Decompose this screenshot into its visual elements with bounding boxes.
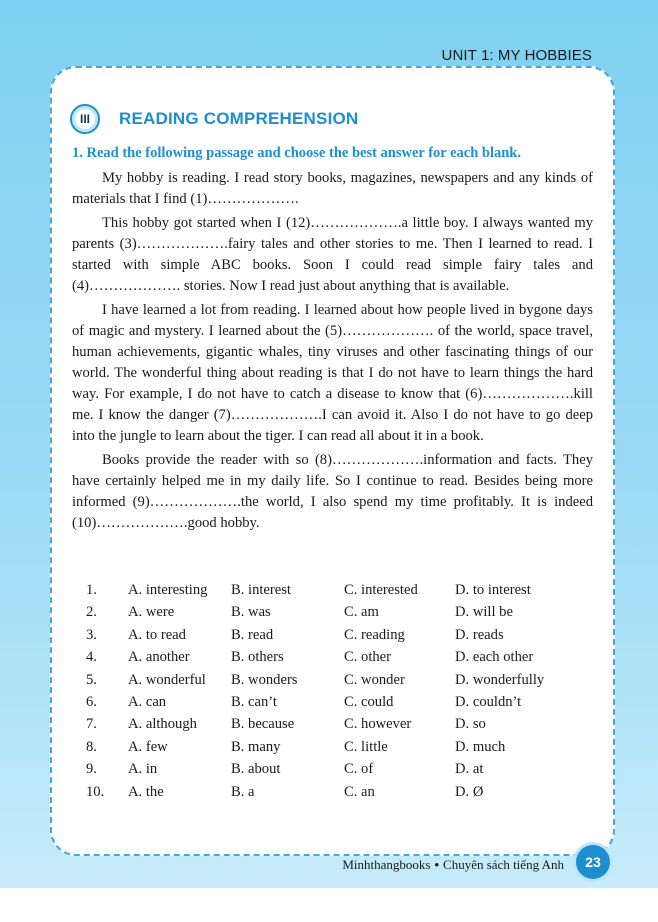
passage-paragraph: My hobby is reading. I read story books, magazines, newspapers and any kinds of materials that I find (1)………………. bbox=[72, 170, 593, 207]
question-number: 3. bbox=[86, 626, 97, 643]
unit-title: UNIT 1: MY HOBBIES bbox=[441, 47, 592, 64]
answer-row bbox=[86, 761, 575, 783]
answer-row bbox=[86, 739, 575, 761]
option-b: B. wonders bbox=[231, 671, 298, 688]
question-number: 8. bbox=[86, 738, 97, 755]
answer-row bbox=[86, 716, 575, 738]
question-number: 6. bbox=[86, 693, 97, 710]
option-d: D. much bbox=[455, 738, 506, 755]
footer-separator: • bbox=[434, 857, 440, 872]
option-c: C. little bbox=[344, 738, 388, 755]
option-d: D. Ø bbox=[455, 783, 484, 800]
option-c: C. reading bbox=[344, 626, 405, 643]
answer-row bbox=[86, 784, 575, 806]
option-d: D. at bbox=[455, 761, 484, 778]
option-a: A. wonderful bbox=[128, 671, 206, 688]
option-c: C. am bbox=[344, 604, 379, 621]
option-d: D. to interest bbox=[455, 582, 531, 598]
passage-paragraph: Books provide the reader with so (8)……………….information and facts. They have certainly helped me in my daily life. So I continue to read. Besides being more informed (9)……………….the world, I also spend my time profitably. It is indeed (10)……………….good hobby. bbox=[72, 452, 593, 531]
option-b: B. read bbox=[231, 626, 274, 643]
option-a: A. although bbox=[128, 716, 197, 733]
option-a: A. in bbox=[128, 761, 158, 778]
publisher-name: Minhthangbooks bbox=[342, 857, 431, 872]
option-d: D. reads bbox=[455, 626, 504, 643]
option-a: A. can bbox=[128, 693, 167, 710]
answer-row bbox=[86, 582, 575, 604]
answer-row bbox=[86, 604, 575, 626]
answer-options-table bbox=[86, 582, 575, 806]
reading-passage bbox=[72, 168, 593, 537]
answer-row bbox=[86, 649, 575, 671]
option-a: A. few bbox=[128, 738, 168, 755]
option-c: C. interested bbox=[344, 582, 418, 598]
question-number: 4. bbox=[86, 649, 97, 666]
option-b: B. can’t bbox=[231, 693, 277, 710]
option-a: A. another bbox=[128, 649, 190, 666]
question-number: 9. bbox=[86, 761, 97, 778]
question-number: 2. bbox=[86, 604, 97, 621]
question-number: 7. bbox=[86, 716, 97, 733]
exercise-instruction: 1. Read the following passage and choose the best answer for each blank. bbox=[72, 145, 521, 161]
question-number: 5. bbox=[86, 671, 97, 688]
option-c: C. however bbox=[344, 716, 412, 733]
passage-paragraph: I have learned a lot from reading. I learned about how people lived in bygone days of magic and mystery. I learned about the (5)………………. of the world, space travel, human achievements, gigantic whales, tiny viruses and other fascinating things of our world. The wonderful thing about reading is that I do not have to learn things the hard way. For example, I do not have to catch a disease to know that (6)……………….kill me. I know the danger (7)……………….I can avoid it. Also I do not have to go deep into the jungle to learn about the tiger. I can read all about it in a book. bbox=[72, 302, 593, 444]
option-d: D. wonderfully bbox=[455, 671, 545, 688]
option-b: B. about bbox=[231, 761, 281, 778]
passage-paragraph: This hobby got started when I (12)……………….a little boy. I always wanted my parents (3)……………….fairy tales and other stories to me. Then I learned to read. I started with simple ABC books. Soon I could read simple fairy tales and (4)………………. stories. Now I read just about anything that is available. bbox=[72, 215, 593, 294]
option-a: A. interesting bbox=[128, 582, 208, 598]
series-name: Chuyên sách tiếng Anh bbox=[443, 857, 564, 872]
answer-row bbox=[86, 694, 575, 716]
option-a: A. to read bbox=[128, 626, 186, 643]
option-b: B. interest bbox=[231, 582, 291, 598]
answer-row bbox=[86, 672, 575, 694]
option-a: A. were bbox=[128, 604, 175, 621]
option-b: B. others bbox=[231, 649, 284, 666]
option-c: C. of bbox=[344, 761, 374, 778]
option-b: B. was bbox=[231, 604, 271, 621]
option-d: D. will be bbox=[455, 604, 513, 621]
section-number-badge bbox=[70, 104, 100, 134]
section-number: III bbox=[79, 112, 90, 126]
question-number: 10. bbox=[86, 783, 105, 800]
section-header bbox=[70, 104, 358, 134]
option-b: B. a bbox=[231, 783, 255, 800]
footer-credit bbox=[342, 857, 564, 873]
option-d: D. couldn’t bbox=[455, 693, 522, 710]
section-title: READING COMPREHENSION bbox=[119, 109, 359, 128]
option-d: D. so bbox=[455, 716, 486, 733]
option-b: B. many bbox=[231, 738, 281, 755]
page-number-badge: 23 bbox=[573, 842, 613, 882]
question-number: 1. bbox=[86, 582, 97, 598]
option-c: C. wonder bbox=[344, 671, 405, 688]
answer-row bbox=[86, 627, 575, 649]
option-c: C. could bbox=[344, 693, 394, 710]
option-b: B. because bbox=[231, 716, 295, 733]
option-c: C. other bbox=[344, 649, 392, 666]
option-a: A. the bbox=[128, 783, 164, 800]
option-c: C. an bbox=[344, 783, 375, 800]
option-d: D. each other bbox=[455, 649, 534, 666]
